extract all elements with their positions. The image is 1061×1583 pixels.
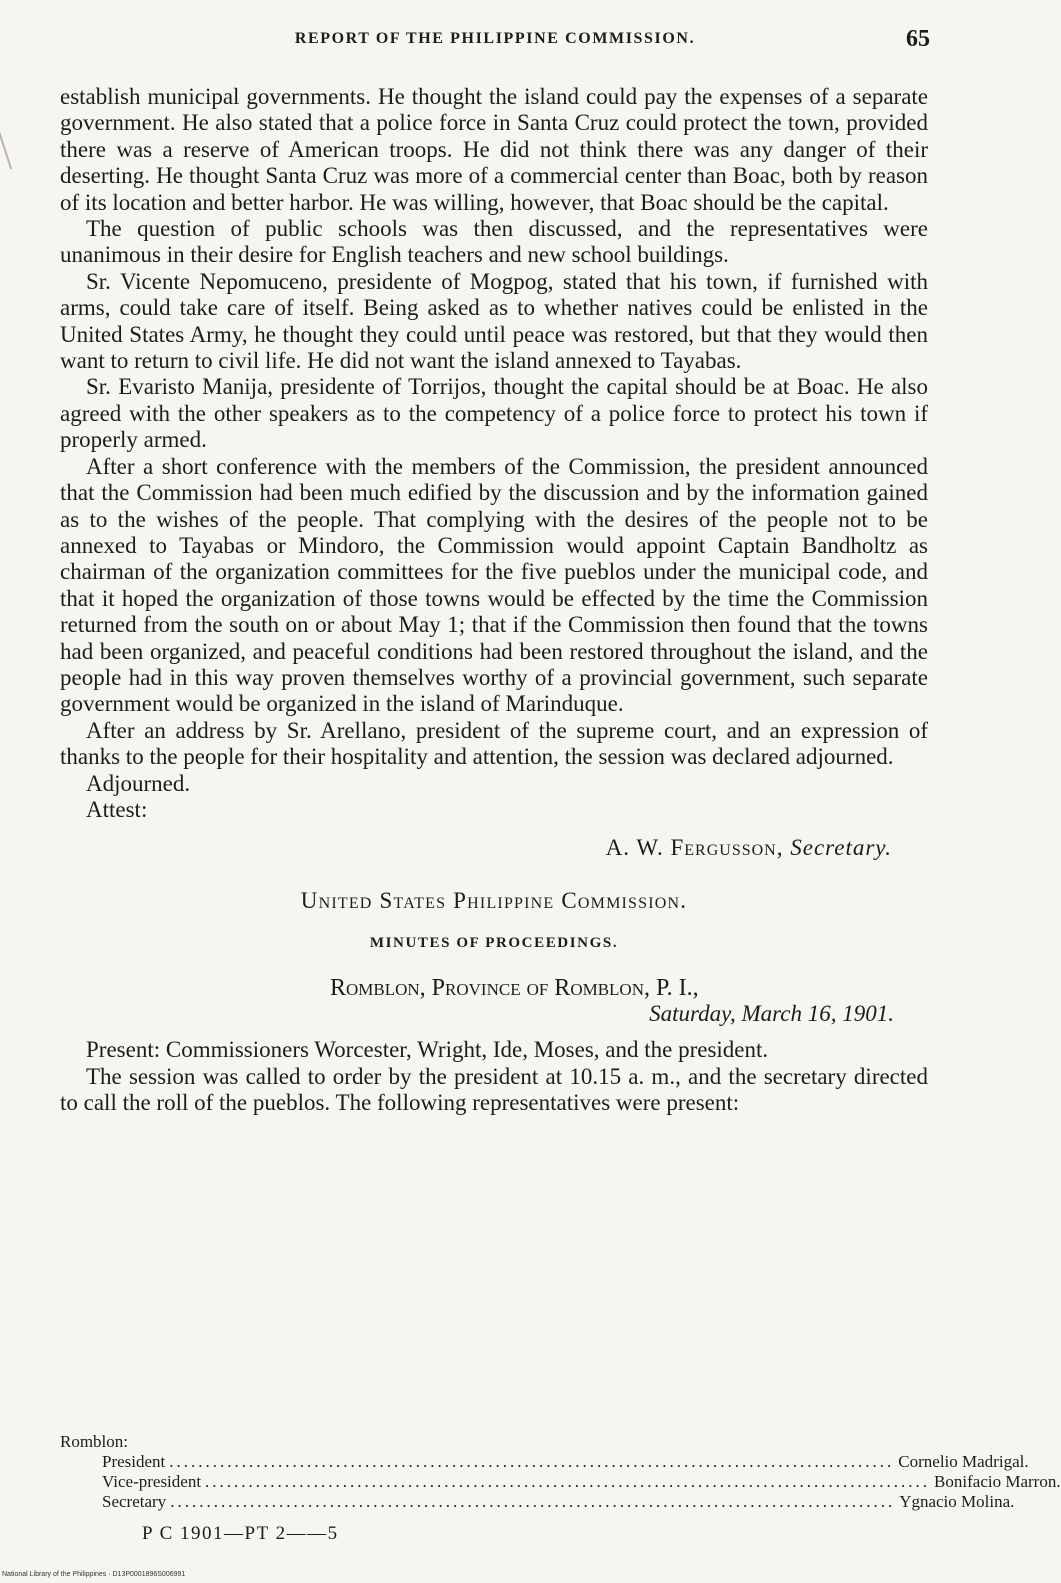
paragraph-present: Present: Commissioners Worcester, Wright, Ide, Moses, and the president. [86,1037,769,1063]
paragraph-mogpog: Sr. Vicente Nepomuceno, presidente of Mogpog, stated that his town, if furnished with arms, could take care of itself. Being asked as to whether natives could be enlisted in the United States Army, he thought they could until peace was restored, but that they would then want to return to civil life. He did not want the island annexed to Tayabas. [60,268,928,374]
paragraph-public-schools: The question of public schools was then discussed, and the representatives were unanimous in their desire for English teachers and new school buildings. [60,216,928,268]
paragraph-torrijos: Sr. Evaristo Manija, presidente of Torrijos, thought the capital should be at Boac. He also agreed with the other speakers as to the competency of a police force to protect his town if properly armed. [60,374,928,453]
place-line: Romblon, Province of Romblon, P. I., [330,974,699,1001]
paragraph-commission-conference: After a short conference with the members of the Commission, the president announced that the Commission had been much edified by the discussion and by the information gained as to the wishes of the people. That complying with the desires of the people not to be annexed to Tayabas or Mindoro, the Commission would appoint Captain Bandholtz as chairman of the organization committees for the five pueblos under the municipal code, and that it hoped the organization of those towns would be effected by the time the Commission returned from the south on or about May 1; that if the Commission then found that the towns had been organized, and peaceful conditions had been restored throughout the island, and the people had in this way proven themselves worthy of a provincial government, such separate government would be organized in the island of Marinduque. [60,453,928,717]
running-title: REPORT OF THE PHILIPPINE COMMISSION. [294,30,696,47]
roster-role: President [102,1452,166,1471]
date-line: Saturday, March 16, 1901. [649,1001,894,1026]
margin-mark [0,131,12,170]
paragraph-continuation: establish municipal governments. He thought the island could pay the expenses of a separate government. He also stated that a police force in Santa Cruz could protect the town, provided there was a reserve of American troops. He did not think there was any danger of their deserting. He thought Santa Cruz was more of a commercial center than Boac, both by reason of its location and better harbor. He was willing, however, that Boac should be the capital. [60,84,928,215]
roster-row [60,1472,1061,1492]
attest-line: Attest: [86,796,148,822]
signature-title: Secretary. [790,835,892,861]
roster [60,1432,1061,1512]
roster-row [60,1492,1015,1512]
leader-dots: .................................................................................................... [205,1472,931,1491]
roster-name: Bonifacio Marron. [934,1472,1061,1491]
secretary-signature [60,835,928,861]
library-imprint: National Library of the Philippines · D13P0001896S006991 [2,1571,186,1578]
minutes-heading: MINUTES OF PROCEEDINGS. [369,935,619,952]
roster-role: Secretary [102,1492,167,1511]
roster-town: Romblon: [60,1432,129,1451]
paragraph-session-called: The session was called to order by the president at 10.15 a. m., and the secretary directed to call the roll of the pueblos. The following representatives were present: [60,1063,928,1116]
leader-dots: .................................................................................................... [169,1452,895,1471]
roster-role: Vice-president [102,1472,202,1491]
roster-name: Cornelio Madrigal. [898,1452,1029,1471]
running-head [60,26,930,60]
leader-dots: .................................................................................................... [170,1492,896,1511]
adjourned-line: Adjourned. [86,770,191,796]
body-text [60,84,928,1117]
page-number: 65 [906,26,930,52]
signature-name: A. W. Fergusson, [605,835,784,861]
roster-row [60,1452,1029,1472]
roster-name: Ygnacio Molina. [899,1492,1015,1511]
printer-signature-mark: P C 1901—PT 2——5 [142,1523,339,1544]
commission-heading: United States Philippine Commission. [300,887,688,913]
paragraph-adjournment-address: After an address by Sr. Arellano, president of the supreme court, and an expression of thanks to the people for their hospitality and attention, the session was declared adjourned. [60,717,928,770]
